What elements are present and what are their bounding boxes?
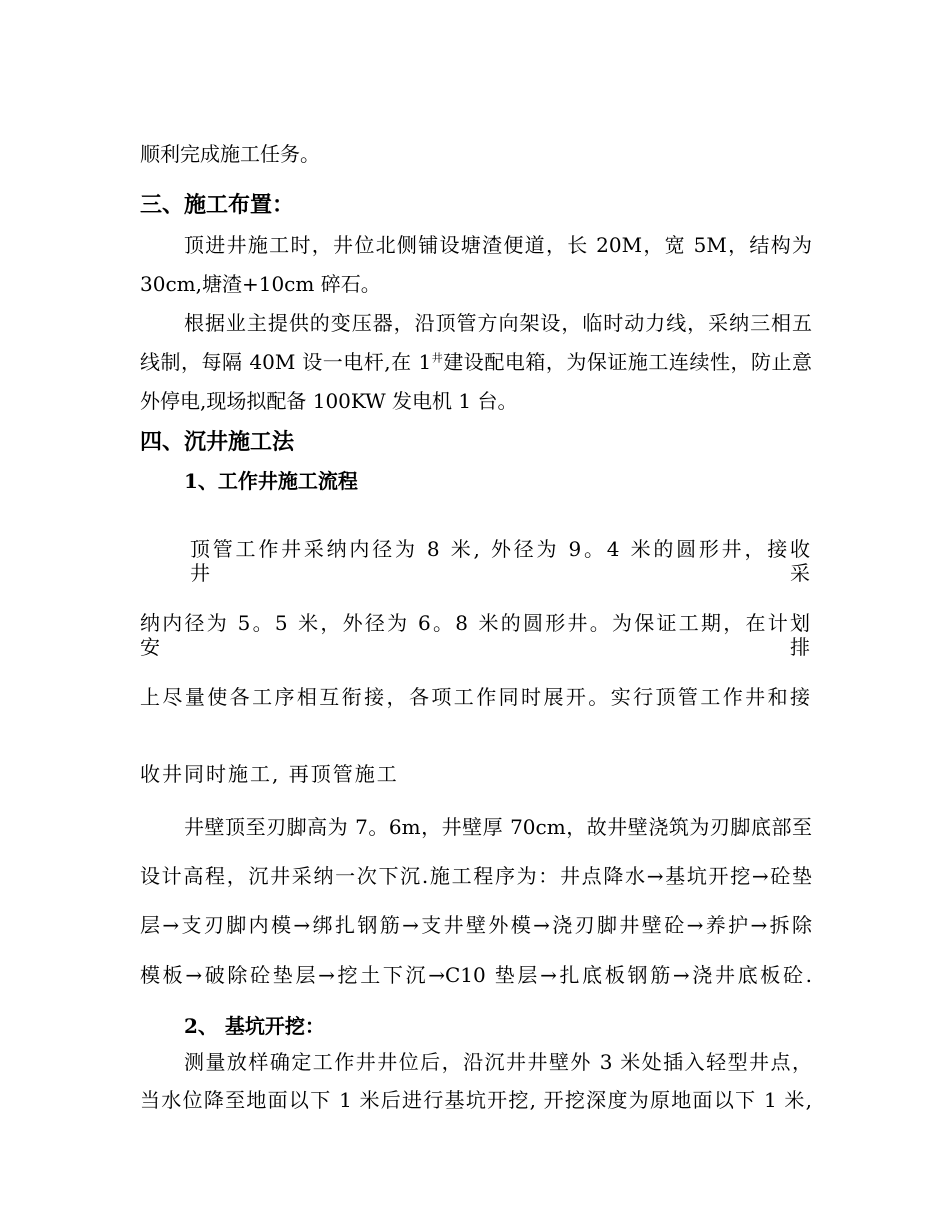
paragraph-power-line-1: 根据业主提供的变压器，沿顶管方向架设，临时动力线，采纳三相五 — [184, 311, 812, 335]
paragraph-pit-line-1: 测量放样确定工作井井位后，沿沉井井壁外 3 米处插入轻型井点， — [184, 1050, 812, 1074]
paragraph-wall-line-3: 层→支刃脚内模→绑扎钢筋→支井壁外模→浇刃脚井壁砼→养护→拆除 — [140, 913, 812, 937]
paragraph-power-line-2 — [140, 350, 812, 374]
paragraph-flow-line-4: 收井同时施工, 再顶管施工 — [140, 762, 399, 786]
paragraph-flow-line-3: 上尽量使各工序相互衔接，各项工作同时展开。实行顶管工作井和接 — [140, 685, 812, 709]
paragraph-flow-line-1: 顶管工作井采纳内径为 8 米, 外径为 9。4 米的圆形井，接收井采 — [190, 537, 812, 585]
paragraph-wall-line-4: 模板→破除砼垫层→挖土下沉→C10 垫层→扎底板钢筋→浇井底板砼. — [140, 963, 812, 987]
paragraph-pit-line-2: 当水位降至地面以下 1 米后进行基坑开挖, 开挖深度为原地面以下 1 米, — [140, 1088, 812, 1112]
heading-subsection-1: 1、工作井施工流程 — [184, 469, 358, 493]
heading-subsection-2: 2、 基坑开挖： — [184, 1014, 325, 1038]
paragraph-power-line-3: 外停电,现场拟配备 100KW 发电机 1 台。 — [140, 389, 518, 413]
power-text-b: 建设配电箱，为保证施工连续性，防止意 — [443, 350, 813, 374]
heading-section-3: 三、施工布置： — [140, 192, 295, 218]
paragraph-wall-line-2: 设计高程，沉井采纳一次下沉.施工程序为：井点降水→基坑开挖→砼垫 — [140, 864, 812, 888]
heading-section-4: 四、沉井施工法 — [140, 429, 295, 455]
paragraph-flow-line-2: 纳内径为 5。5 米，外径为 6。8 米的圆形井。为保证工期，在计划安排 — [140, 611, 812, 659]
well-number-superscript: 井 — [431, 351, 444, 365]
power-text-a: 线制，每隔 40M 设一电杆,在 1 — [140, 350, 432, 374]
paragraph-intro-end: 顺利完成施工任务。 — [140, 142, 320, 166]
paragraph-road-line-2: 30cm,塘渣+10cm 碎石。 — [140, 272, 381, 296]
paragraph-road-line-1: 顶进井施工时，井位北侧铺设塘渣便道，长 20M，宽 5M，结构为 — [184, 233, 812, 257]
paragraph-wall-line-1: 井壁顶至刃脚高为 7。6m，井壁厚 70cm，故井壁浇筑为刃脚底部至 — [184, 815, 812, 839]
